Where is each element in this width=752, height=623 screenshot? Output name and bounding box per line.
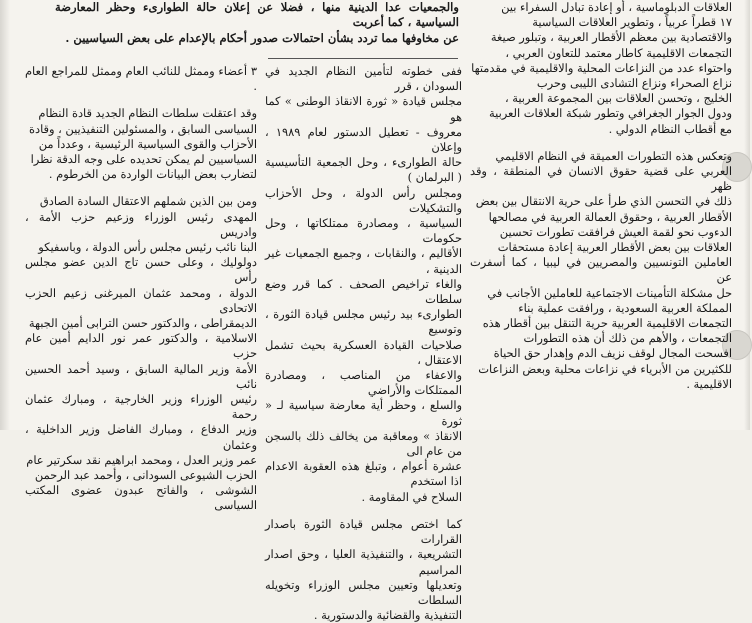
column-left bbox=[25, 64, 257, 513]
paragraph: كما اختص مجلس قيادة الثورة باصدار القرارات التشريعية ، والتنفيذية العليا ، وحق اصدار المراسيم وتعديلها وتعيين مجلس الوزراء وتخويله السلطات التنفيذية والقضائية والدستورية . bbox=[265, 516, 462, 623]
paragraph: العلاقات الدبلوماسية ، أو إعادة تبادل السفراء بين ١٧ قطراً عربياً ، وتطوير العلاقات السياسية والاقتصادية بين معظم الأقطار العربية ، وتبلور صيغة التجمعات الاقليمية كاطار معتمد للتعاون العربي ، واحتواء عدد من النزاعات المحلية والاقليمية في مقدمتها نزاع الصحراء ونزاع التشادى الليبى وحرب الخليج ، وتحسن العلاقات بين المجموعة العربية ، ودول الجوار الجغرافي وتطور شبكة العلاقات العربية مع أقطاب النظام الدولي . bbox=[471, 0, 732, 136]
column-middle bbox=[265, 64, 462, 623]
column-right bbox=[470, 0, 732, 430]
scan-edge bbox=[0, 0, 10, 430]
paragraph: وقد اعتقلت سلطات النظام الجديد قادة النظام السياسى السابق ، والمسئولين التنفيذيين ، وقادة الأحزاب والقوى السياسية الرئيسية ، وعدداً من السياسيين لم يمكن تحديده على وجه الدقة نظرا لتضارب بعض البيانات الواردة من الخرطوم . bbox=[29, 106, 257, 182]
page-fold-shadow bbox=[744, 0, 750, 430]
section-divider bbox=[268, 58, 458, 59]
paragraph: وتعكس هذه التطورات العميقة في النظام الاقليمي العربي على قضية حقوق الانسان في المنطقة ، وقد ظهر ذلك في التحسن الذي طرأ على حرية الانتقال بين بعض الأقطار العربية ، وحقوق العمالة العربية في مصالحها الدءوب نحو لقمة العيش فرافقت تطورات تحسين العلاقات بين بعض الأقطار العربية إعادة مستحقات العاملين التونسيين والمصريين في ليبيا ، كما أسفرت عن حل مشكلة التأمينات الاجتماعية للعاملين الأجانب في المملكة العربية السعودية ، ورافقت عملية بناء التجمعات الاقليمية العربية حرية التنقل بين أقطار هذه التجمعات ، والأهم من ذلك أن هذه التطورات افسحت المجال لوقف نزيف الدم وإهدار حق الحياة للكثيرين من الأبرياء في نزاعات محلية وبعض النزاعات الاقليمية . bbox=[470, 148, 732, 391]
paragraph: ففى خطوته لتأمين النظام الجديد في السودان ، قرر مجلس قيادة « ثورة الانقاذ الوطنى » كما هو معروف - تعطيل الدستور لعام ١٩٨٩ ، وإعلان حالة الطوارىء ، وحل الجمعية التأسيسية ( البرلمان ) ومجلس رأس الدولة ، وحل الأحزاب والتشكيلات السياسية ، ومصادرة ممتلكاتها ، وحل حكومات الأقاليم ، والنقابات ، وجميع الجمعيات غير الدينية ، والغاء تراخيص الصحف . كما قرر وضع سلطات الطوارىء بيد رئيس مجلس قيادة الثورة ، وتوسيع صلاحيات القيادة العسكرية بحيث تشمل الاعتقال ، والاعفاء من المناصب ، ومصادرة الممتلكات والأراضي والسلع ، وحظر أية معارضة سياسية لـ « ثورة الانقاذ » ومعاقبة من يخالف ذلك بالسجن من عام الى عشرة أعوام ، وتبلغ هذه العقوبة الاعدام اذا استخدم السلاح في المقاومة . bbox=[265, 64, 462, 504]
paragraph: ومن بين الذين شملهم الاعتقال السادة الصادق المهدى رئيس الوزراء وزعيم حزب الأمة ، وادريس البنا نائب رئيس مجلس رأس الدولة ، وباسفيكو دولوليك ، وعلى حسن تاج الدين عضو مجلس رأس الدولة ، ومحمد عثمان الميرغنى زعيم الحزب الاتحادى الديمقراطى ، والدكتور حسن الترابى أمين الجبهة الاسلامية ، والدكتور عمر نور الدايم أمين عام حزب الأمة وزير المالية السابق ، وسيد أحمد الحسين نائب رئيس الوزراء وزير الخارجية ، ومبارك عثمان رحمة وزير الدفاع ، ومبارك الفاضل وزير الداخلية ، وعثمان عمر وزير العدل ، ومحمد ابراهيم نقد سكرتير عام الحزب الشيوعى السودانى ، وأحمد عبد الرحمن الشوشى ، والفاتح عبدون عضوى المكتب السياسى bbox=[25, 194, 257, 513]
paragraph: ٣ أعضاء وممثل للنائب العام وممثل للمراجع العام . bbox=[25, 64, 257, 94]
boxed-summary: والجمعيات عدا الدينية منها ، فضلا عن إعلان حالة الطوارىء وحظر المعارضة السياسية ، كما أعربت عن مخاوفها مما تردد بشأن احتمالات صدور أحكام بالإعدام على بعض السياسيين . bbox=[55, 0, 459, 45]
